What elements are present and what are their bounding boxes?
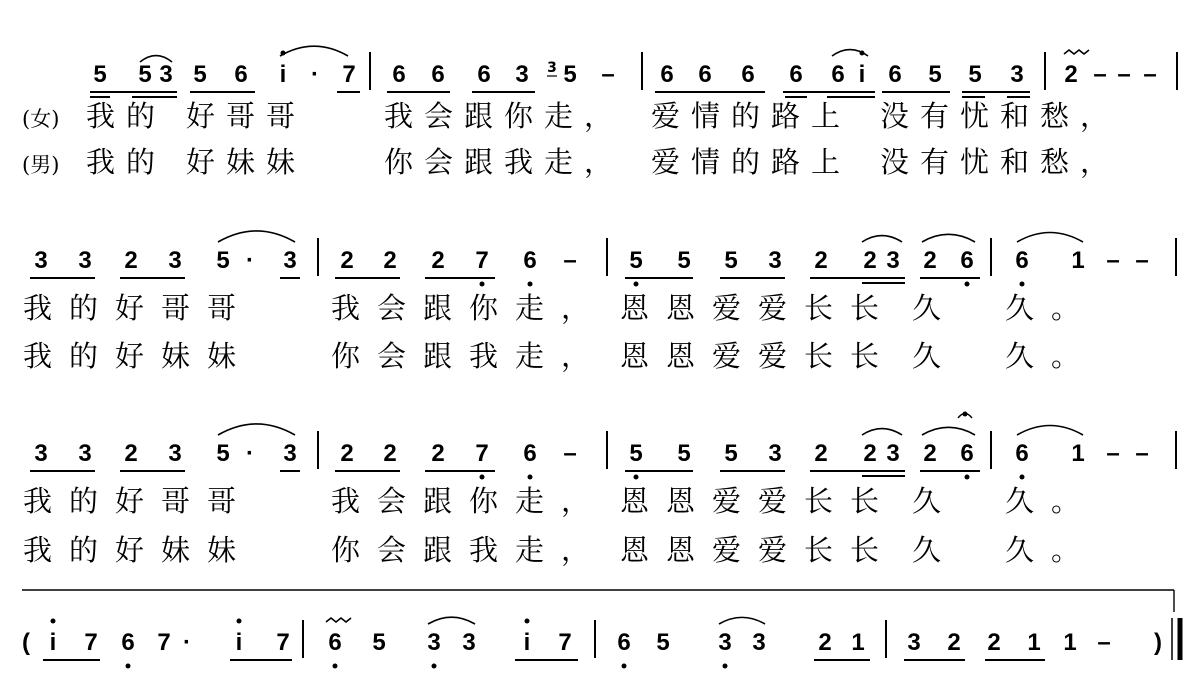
lyric-char: ， [561,291,591,325]
lyric-char: 长 [850,533,880,567]
lyric-char: 爱 [712,339,742,373]
note: · [311,61,319,88]
note: – [1117,61,1131,88]
lyric-char: 好 [186,99,216,133]
lyric-char: 妹 [226,145,256,179]
lyric-char: 跟 [464,145,494,179]
note: 6 [831,61,845,88]
trill-mark [326,618,351,622]
lyric-char: 恩 [666,339,696,373]
note: 2 [340,440,354,467]
note: 6 [328,629,342,656]
note: 6 [960,440,974,467]
note: i [523,629,531,656]
note: 3 [78,440,92,467]
lyric-char: 我 [23,484,53,518]
note: i [858,61,866,88]
lyric-char: 长 [804,533,834,567]
note: 6 [789,61,803,88]
lyric-char: 的 [69,484,99,518]
note: 6 [121,629,135,656]
lyric-char: 久 [1005,533,1035,567]
lyric-char: 我 [23,533,53,567]
lyric-char: 你 [384,145,414,179]
low-octave-dot [480,475,485,480]
lyric-char: 走 [544,145,574,179]
note: – [563,440,577,467]
low-octave-dot [1020,282,1025,287]
lyric-char: 长 [804,291,834,325]
lyric-char: 长 [804,484,834,518]
note: 2 [340,247,354,274]
note: 1 [1027,629,1041,656]
lyrics-layer [22,99,1109,567]
lyric-char: 久 [912,484,942,518]
note: – [1135,440,1149,467]
lyric-char: 你 [331,339,361,373]
note: – [1106,440,1120,467]
lyric-char: 恩 [666,533,696,567]
lyric-char: 好 [115,533,145,567]
note: 3 [427,629,441,656]
lyric-char: 走 [515,339,545,373]
note: 6 [888,61,902,88]
note: 5 [216,247,230,274]
lyric-char: 的 [731,145,761,179]
lyric-group [86,145,155,179]
slur [862,236,902,242]
lyric-char: 爱 [758,484,788,518]
note: 3 [768,247,782,274]
note: 2 [818,629,832,656]
lyric-char: 恩 [620,339,650,373]
lyric-group [86,99,155,133]
lyric-group [331,291,590,325]
lyric-char: 哥 [207,291,237,325]
lyric-group [1005,484,1080,518]
note: – [1143,61,1157,88]
lyric-char: 爱 [651,145,681,179]
lyric-char: 。 [1051,339,1081,373]
note: 5 [968,61,982,88]
note: 5 [216,440,230,467]
lyric-char: 的 [731,99,761,133]
high-octave-dot [51,619,56,624]
lyric-char: 我 [23,339,53,373]
note: 3 [768,440,782,467]
lyric-char: 和 [1000,99,1030,133]
high-octave-dot [237,619,242,624]
note: 3 [283,440,297,467]
note: 7 [157,629,171,656]
lyric-char: 久 [912,339,942,373]
lyric-char: 哥 [161,484,191,518]
lyric-char: 好 [115,484,145,518]
lyric-char: 路 [771,99,801,133]
note: 3 [1010,61,1024,88]
lyric-char: 会 [377,533,407,567]
lyric-char: 有 [920,145,950,179]
lyric-char: 哥 [161,291,191,325]
lyric-char: 爱 [651,99,681,133]
note: 3 [515,61,529,88]
slur [1017,232,1083,242]
lyric-char: 会 [377,291,407,325]
note: 3 [34,440,48,467]
lyric-char: 我 [469,533,499,567]
lyric-char: 长 [850,339,880,373]
note: · [246,247,254,274]
note: 5 [724,440,738,467]
lyric-char: 忧 [960,99,990,133]
lyric-char: 妹 [207,339,237,373]
lyric-group [384,145,613,179]
slur [218,231,295,242]
lyric-char: 路 [771,145,801,179]
lyric-group [912,484,941,518]
lyric-char: 会 [377,339,407,373]
lyric-group [331,533,590,567]
lyric-char: 会 [424,99,454,133]
lyric-char: 我 [331,484,361,518]
note: 6 [523,247,537,274]
lyric-char: 跟 [423,484,453,518]
lyric-char: 久 [1005,291,1035,325]
lyric-group [186,99,295,133]
note: – [1106,247,1120,274]
lyric-char: 恩 [620,291,650,325]
lyric-group [651,99,840,133]
note: 5 [656,629,670,656]
lyric-group [384,99,613,133]
lyric-char: 的 [69,533,99,567]
lyric-group [912,291,941,325]
lyric-char: 恩 [666,291,696,325]
low-octave-dot [723,664,728,669]
lyric-char: 妹 [266,145,296,179]
lyric-char: 跟 [423,339,453,373]
fermata-dot [963,412,968,417]
low-octave-dot [965,282,970,287]
low-octave-dot [622,664,627,669]
lyric-char: 我 [86,145,116,179]
note: 3 [886,440,900,467]
low-octave-dot [1020,475,1025,480]
note: 2 [124,440,138,467]
note: 2 [1064,61,1078,88]
lyric-group [651,145,840,179]
lyric-char: ， [584,145,614,179]
lyric-char: 。 [1051,291,1081,325]
slur [862,429,902,435]
note: 6 [698,61,712,88]
lyric-char: 走 [515,484,545,518]
note: 2 [923,247,937,274]
note: 2 [987,629,1001,656]
lyric-char: 你 [469,484,499,518]
note: · [246,440,254,467]
lyric-char: 上 [811,99,841,133]
note: 2 [383,247,397,274]
lyric-group [912,339,941,373]
note: 3 [718,629,732,656]
slur [719,617,765,624]
lyric-char: 。 [1051,484,1081,518]
lyric-char: 妹 [207,533,237,567]
note: 2 [814,440,828,467]
lyric-group [186,145,295,179]
lyric-group [620,339,879,373]
lyric-char: 好 [115,339,145,373]
lyric-char: 爱 [712,533,742,567]
note: 5 [677,247,691,274]
note: 7 [276,629,290,656]
note: 2 [431,440,445,467]
lyric-char: 的 [126,99,156,133]
lyric-char: 跟 [423,291,453,325]
lyric-char: 跟 [464,99,494,133]
lyric-char: 我 [23,291,53,325]
lyric-group [23,339,236,373]
lyric-char: 长 [850,291,880,325]
note: 2 [431,247,445,274]
note: 7 [342,61,356,88]
lyric-char: 哥 [207,484,237,518]
lyric-group [1005,533,1080,567]
lyric-char: ， [584,99,614,133]
note: 5 [563,61,577,88]
slur [428,617,475,624]
note: 6 [431,61,445,88]
lyric-char: 愁 [1040,145,1070,179]
lyric-char: 爱 [758,339,788,373]
lyric-text: (男) [22,153,60,177]
lyric-char: 走 [544,99,574,133]
lyric-char: 好 [115,291,145,325]
lyric-char: 爱 [712,484,742,518]
note: 1 [1071,247,1085,274]
lyric-char: 恩 [620,533,650,567]
lyric-group [23,484,236,518]
lyric-group [620,533,879,567]
lyric-char: 久 [912,533,942,567]
note: 1 [1071,440,1085,467]
lyric-char: 没 [880,145,910,179]
note: 2 [947,629,961,656]
lyric-group [620,484,879,518]
note: i [49,629,57,656]
lyric-char: 你 [504,99,534,133]
note: 2 [383,440,397,467]
low-octave-dot [634,475,639,480]
note: 1 [851,629,865,656]
note: 3 [34,247,48,274]
low-octave-dot [333,664,338,669]
note: · [183,629,191,656]
lyric-char: 情 [691,145,721,179]
high-octave-dot [525,619,530,624]
lyric-char: 恩 [666,484,696,518]
note: 6 [960,247,974,274]
note: 6 [617,629,631,656]
low-octave-dot [126,664,131,669]
note: ( [22,629,30,656]
lyric-char: ， [561,339,591,373]
lyric-group [1005,291,1080,325]
lyric-group [331,339,590,373]
lyric-char: 我 [469,339,499,373]
lyric-char: 没 [880,99,910,133]
note: 6 [1015,440,1029,467]
lyric-char: 爱 [712,291,742,325]
lyric-char: 跟 [423,533,453,567]
note: 3 [886,247,900,274]
slur [1017,425,1083,435]
note: – [1135,247,1149,274]
lyric-char: 的 [69,291,99,325]
note: 2 [814,247,828,274]
lyric-char: 的 [69,339,99,373]
note: 3 [752,629,766,656]
note: 2 [923,440,937,467]
lyric-char: 哥 [266,99,296,133]
lyric-group [1005,339,1080,373]
note: 6 [392,61,406,88]
note: 3 [78,247,92,274]
lyric-char: 走 [515,533,545,567]
trill-mark [1064,50,1089,54]
lyric-char: 久 [1005,339,1035,373]
lyric-char: 久 [1005,484,1035,518]
lyric-char: ， [1080,99,1110,133]
lyric-char: 我 [504,145,534,179]
note: 5 [138,61,152,88]
lyric-group [620,291,879,325]
low-octave-dot [480,282,485,287]
lyric-text: (女) [22,107,60,131]
lyric-char: 你 [331,533,361,567]
note: ) [1154,629,1162,656]
lyric-char: 哥 [226,99,256,133]
note: 5 [93,61,107,88]
lyric-group [23,291,236,325]
lyric-char: 恩 [620,484,650,518]
lyric-char: 我 [384,99,414,133]
grace-note: 3 [547,60,557,76]
lyric-group [23,533,236,567]
lyric-group [331,484,590,518]
note: 2 [124,247,138,274]
note: 6 [741,61,755,88]
note: 1 [1063,629,1077,656]
lyric-char: 的 [126,145,156,179]
note: 6 [1015,247,1029,274]
slur [922,234,975,242]
note: 5 [928,61,942,88]
lyric-char: 有 [920,99,950,133]
slur [218,424,295,435]
slur [280,46,348,56]
note: 6 [234,61,248,88]
slur [922,427,975,435]
lyric-char: 走 [515,291,545,325]
note: 6 [660,61,674,88]
low-octave-dot [528,475,533,480]
note: 3 [159,61,173,88]
note: 5 [724,247,738,274]
low-octave-dot [965,475,970,480]
note: 5 [629,247,643,274]
note: – [601,61,615,88]
note: 5 [372,629,386,656]
lyric-group [912,533,941,567]
note: 5 [193,61,207,88]
lyric-char: 和 [1000,145,1030,179]
note: – [1097,629,1111,656]
lyric-char: 。 [1051,533,1081,567]
note: 7 [558,629,572,656]
lyric-char: 忧 [960,145,990,179]
note: 3 [168,440,182,467]
lyric-char: 好 [186,145,216,179]
note: 3 [168,247,182,274]
lyric-char: 愁 [1040,99,1070,133]
note: 3 [283,247,297,274]
low-octave-dot [634,282,639,287]
lyric-group [880,99,1109,133]
lyric-group [880,145,1109,179]
low-octave-dot [528,282,533,287]
lyric-char: 你 [469,291,499,325]
note: 7 [475,247,489,274]
lyric-char: ， [1080,145,1110,179]
lyric-char: 爱 [758,291,788,325]
lyric-char: 长 [804,339,834,373]
lyric-char: 爱 [758,533,788,567]
lyric-char: 妹 [161,339,191,373]
note: 7 [84,629,98,656]
note: i [279,61,287,88]
note: 7 [475,440,489,467]
lyric-char: 长 [850,484,880,518]
lyric-char: 情 [691,99,721,133]
note: 5 [677,440,691,467]
lyric-char: 久 [912,291,942,325]
note: 3 [462,629,476,656]
lyric-char: ， [561,484,591,518]
note: 2 [863,247,877,274]
note: 3 [907,629,921,656]
note: 2 [863,440,877,467]
lyric-char: 上 [811,145,841,179]
lyric-char: 我 [86,99,116,133]
lyric-char: ， [561,533,591,567]
note: 6 [523,440,537,467]
note: – [563,247,577,274]
note: – [1093,61,1107,88]
lyric-char: 我 [331,291,361,325]
lyric-char: 妹 [161,533,191,567]
lyric-char: 会 [377,484,407,518]
note: i [235,629,243,656]
note: 5 [629,440,643,467]
lyric-char: 会 [424,145,454,179]
note: 6 [477,61,491,88]
low-octave-dot [432,664,437,669]
